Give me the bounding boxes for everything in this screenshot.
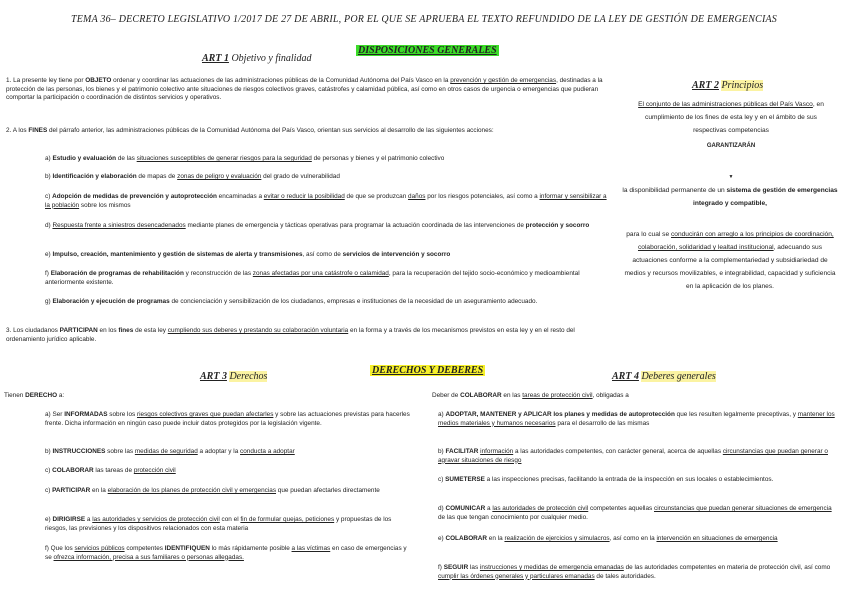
art1-item-b: b) Identificación y elaboración de mapas de zonas de peligro y evaluación del grado de vulnerabilidad bbox=[45, 173, 340, 180]
art1-item-f: f) Elaboración de programas de rehabilitación y reconstrucción de las zonas afectadas por una catástrofe o calamidad, para la recuperación del tejido socio-económico y medioambiental anteriormente existente. bbox=[45, 270, 580, 286]
art1-paragraph-2: 2. A los FINES del párrafo anterior, las administraciones públicas de la Comunidad Autónoma del País Vasco, orientan sus servicios al desarrollo de las siguientes acciones: bbox=[6, 127, 494, 134]
art3-number: ART 3 bbox=[200, 371, 227, 382]
art2-garantizaran: GARANTIZARÁN bbox=[706, 143, 756, 149]
art2-heading bbox=[692, 80, 763, 91]
art4-item-f: f) SEGUIR las instrucciones y medidas de emergencia emanadas de las autoridades competentes en materia de protección civil, así como cumplir las órdenes generales y particulares emanadas de tales autoridades. bbox=[438, 564, 831, 580]
art4-intro: Deber de COLABORAR en las tareas de protección civil, obligadas a bbox=[432, 392, 629, 399]
section-label: DERECHOS Y DEBERES bbox=[372, 365, 484, 376]
art3-item-b: b) INSTRUCCIONES sobre las medidas de seguridad a adoptar y la conducta a adoptar bbox=[45, 448, 295, 455]
art3-item-a: a) Ser INFORMADAS sobre los riesgos colectivos graves que puedan afectarles y sobre las actuaciones previstas para hacerles frente. Dicha información en ningún caso puede incluir datos protegidos por la legislación vigente. bbox=[45, 411, 410, 427]
art3-name: Derechos bbox=[229, 371, 268, 382]
art4-heading bbox=[612, 371, 716, 382]
art2-text-system: la disponibilidad permanente de un sistema de gestión de emergencias integrado y compatible, bbox=[622, 187, 838, 207]
art3-intro: Tienen DERECHO a: bbox=[4, 392, 65, 399]
art1-item-c: c) Adopción de medidas de prevención y autoprotección encaminadas a evitar o reducir la posibilidad de que se produzcan daños por los riesgos potenciales, así como a informar y sensibilizar a la población sobre los mismos bbox=[45, 193, 607, 209]
art4-item-c: c) SUMETERSE a las inspecciones precisas, facilitando la entrada de la inspección en sus locales o establecimientos. bbox=[438, 476, 774, 483]
art4-item-d: d) COMUNICAR a las autoridades de protección civil competentes aquellas circunstancias que puedan generar situaciones de emergencia de las que tengan conocimiento por cualquier medio. bbox=[438, 505, 832, 521]
art1-paragraph-1: 1. La presente ley tiene por OBJETO ordenar y coordinar las actuaciones de las administraciones públicas de la Comunidad Autónoma del País Vasco en la prevención y gestión de emergencias, destinadas a la protección de las personas, los bienes y el patrimonio colectivo ante situaciones de riesgos colectivos graves, catástrofes y calamidad pública, así como en otros casos de urgencia o emergencias que pudieran comportar la participación o coordinación de distintos servicios y operativos. bbox=[6, 77, 603, 102]
page-title: TEMA 36– DECRETO LEGISLATIVO 1/2017 DE 27 DE ABRIL, POR EL QUE SE APRUEBA EL TEXTO REFUNDIDO DE LA LEY DE GESTIÓN DE EMERGENCIAS bbox=[70, 14, 778, 25]
art3-heading bbox=[200, 371, 267, 382]
art4-item-a: a) ADOPTAR, MANTENER y APLICAR los planes y medidas de autoprotección que les resulten legalmente preceptivas, y mantener los medios materiales y humanos necesarios para el desarrollo de las mismas bbox=[438, 411, 835, 427]
arrow-down-icon: ▼ bbox=[728, 174, 734, 180]
art3-item-f: f) Que los servicios públicos competentes IDENTIFIQUEN lo más rápidamente posible a las víctimas en caso de emergencias y se ofrezca información, precisa a sus familiares o personas allegadas. bbox=[45, 545, 407, 561]
art1-paragraph-3: 3. Los ciudadanos PARTICIPAN en los fines de esta ley cumpliendo sus deberes y prestando su colaboración voluntaria en la forma y a través de los mecanismos previstos en esta ley y en el resto del ordenamiento jurídico aplicable. bbox=[6, 327, 575, 343]
art2-text-intro: El conjunto de las administraciones públicas del País Vasco, en cumplimiento de los fines de esta ley y en el ámbito de sus respectivas competencias bbox=[638, 101, 824, 134]
art3-item-d: c) PARTICIPAR en la elaboración de los planes de protección civil y emergencias que puedan afectarles directamente bbox=[45, 487, 380, 494]
section-heading-disposiciones bbox=[356, 40, 499, 58]
art1-item-d: d) Respuesta frente a siniestros desencadenados mediante planes de emergencia y tácticas operativas para programar la actuación coordinada de las intervenciones de protección y socorro bbox=[45, 222, 590, 229]
art3-item-e: e) DIRIGIRSE a las autoridades y servicios de protección civil con el fin de formular quejas, peticiones y propuestas de los riesgos, las previsiones y los dispositivos relacionados con esta materia bbox=[45, 516, 392, 532]
art4-item-b: b) FACILITAR información a las autoridades competentes, con carácter general, acerca de aquellas circunstancias que puedan generar o agravar situaciones de riesgo bbox=[438, 448, 828, 464]
section-label: DISPOSICIONES GENERALES bbox=[358, 45, 497, 56]
art4-number: ART 4 bbox=[612, 371, 639, 382]
art1-number: ART 1 bbox=[202, 53, 229, 64]
art1-item-e: e) Impulso, creación, mantenimiento y gestión de sistemas de alerta y transmisiones, así como de servicios de intervención y socorro bbox=[45, 251, 451, 258]
art1-item-g: g) Elaboración y ejecución de programas de concienciación y sensibilización de los ciudadanos, empresas e instituciones de la necesidad de un aseguramiento adecuado. bbox=[45, 298, 538, 305]
art2-text-principles: para lo cual se conducirán con arreglo a los principios de coordinación, colaboración, solidaridad y lealtad institucional, adecuando sus actuaciones conforme a la complementariedad y subsidiariedad de medios y recursos movilizables, e integrabilidad, capacidad y suficiencia en la aplicación de los planes. bbox=[624, 231, 836, 290]
art1-heading bbox=[202, 53, 311, 64]
art1-name: Objetivo y finalidad bbox=[231, 53, 312, 64]
art3-item-c: c) COLABORAR las tareas de protección civil bbox=[45, 467, 176, 474]
art2-number: ART 2 bbox=[692, 80, 719, 91]
section-heading-derechos bbox=[370, 360, 485, 378]
art4-item-e: e) COLABORAR en la realización de ejercicios y simulacros, así como en la intervención en situaciones de emergencia bbox=[438, 535, 778, 542]
art2-name: Principios bbox=[721, 80, 764, 91]
art4-name: Deberes generales bbox=[641, 371, 716, 382]
art1-item-a: a) Estudio y evaluación de las situaciones susceptibles de generar riesgos para la seguridad de personas y bienes y el patrimonio colectivo bbox=[45, 155, 445, 162]
